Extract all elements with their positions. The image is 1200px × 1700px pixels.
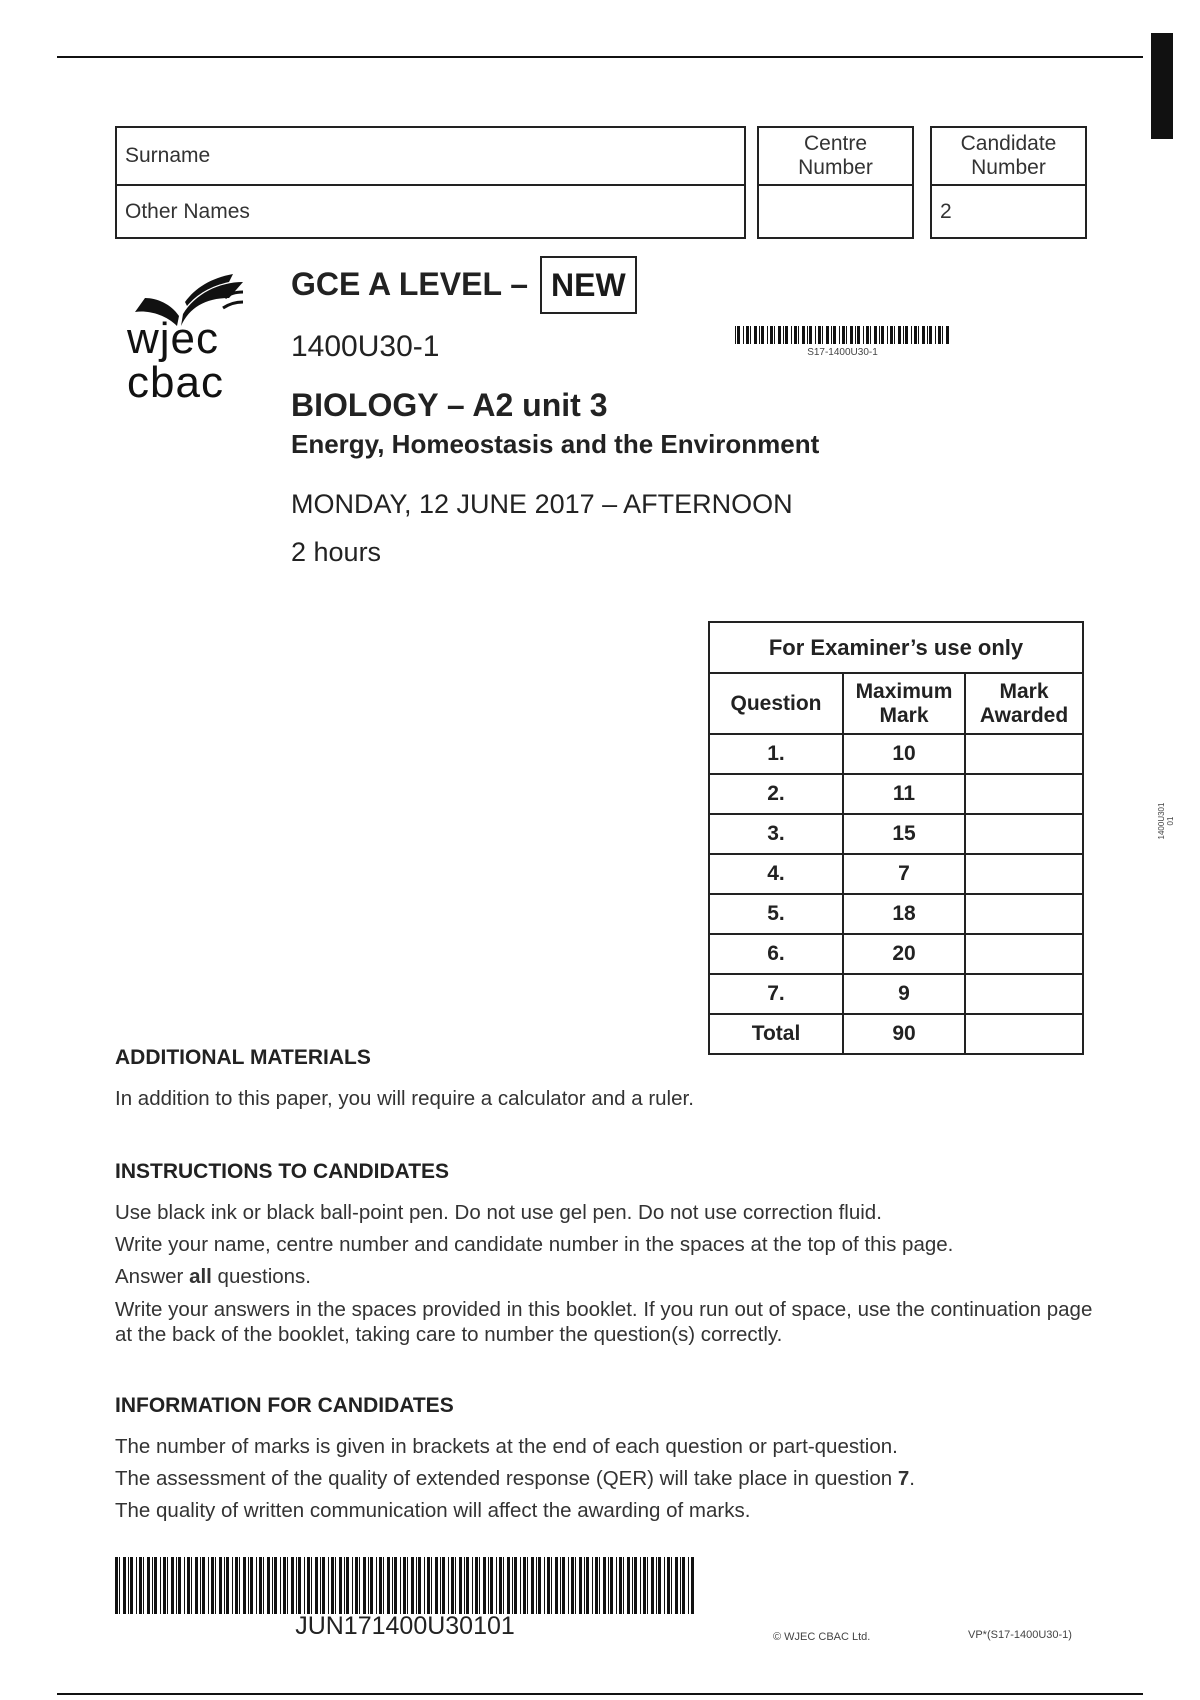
barcode-bar <box>488 1557 489 1614</box>
barcode-bar <box>579 1557 582 1614</box>
barcode-bar <box>298 1557 301 1614</box>
information-line: The quality of written communication will affect the awarding of marks. <box>115 1499 751 1522</box>
barcode-bar <box>754 326 757 344</box>
barcode-bar <box>435 1557 438 1614</box>
barcode-bar <box>914 326 917 344</box>
barcode-bar <box>881 326 884 344</box>
barcode-bar <box>226 1557 229 1614</box>
mark-awarded-cell[interactable] <box>965 974 1083 1014</box>
barcode-bar <box>547 1557 550 1614</box>
mark-awarded-cell[interactable] <box>965 774 1083 814</box>
barcode-bar <box>785 326 788 344</box>
barcode-bar <box>475 1557 478 1614</box>
barcode-bar <box>499 1557 502 1614</box>
barcode-bar <box>664 1557 665 1614</box>
centre-number-field[interactable] <box>758 185 913 238</box>
barcode-bar <box>191 1557 192 1614</box>
barcode-bar <box>575 1557 576 1614</box>
barcode-bar <box>855 326 856 344</box>
max-mark: 11 <box>843 774 965 814</box>
barcode-bar <box>798 326 799 344</box>
total-label: Total <box>709 1014 843 1054</box>
barcode-bar <box>866 326 869 344</box>
barcode-bar <box>363 1557 366 1614</box>
table-row <box>709 934 1083 974</box>
barcode-bar <box>608 1557 609 1614</box>
barcode-bar <box>831 326 832 344</box>
barcode-bar <box>235 1557 238 1614</box>
logo-text-cbac: cbac <box>127 358 224 407</box>
centre-label-line2: Number <box>798 156 873 179</box>
subject-title: BIOLOGY – A2 unit 3 <box>291 387 608 423</box>
barcode-bar <box>346 1557 349 1614</box>
bottom-rule <box>57 1693 1143 1695</box>
exam-duration: 2 hours <box>291 537 382 567</box>
barcode-bar <box>178 1557 181 1614</box>
barcode-bar <box>894 326 895 344</box>
barcode-bar <box>942 326 943 344</box>
barcode-bar <box>459 1557 462 1614</box>
instructions-heading: INSTRUCTIONS TO CANDIDATES <box>115 1160 450 1183</box>
barcode-bar <box>879 326 880 344</box>
question-number: 6. <box>709 934 843 974</box>
instruction-line: Write your answers in the spaces provided in this booklet. If you run out of space, use the continuation page at the back of the booklet, taking care to number the question(s) correctly. <box>115 1298 1093 1346</box>
side-code <box>1150 790 1184 850</box>
barcode-bar <box>887 326 888 344</box>
total-awarded-cell[interactable] <box>965 1014 1083 1054</box>
col-max-header <box>843 673 965 734</box>
information-text <box>115 1431 1105 1527</box>
barcode-bar <box>778 326 781 344</box>
barcode-bar <box>383 1557 384 1614</box>
barcode-bar <box>232 1557 233 1614</box>
barcode-bar <box>568 1557 569 1614</box>
barcode-bar <box>595 1557 598 1614</box>
barcode-bar <box>296 1557 297 1614</box>
barcode-bar <box>634 1557 637 1614</box>
barcode-bar <box>355 1557 358 1614</box>
barcode-bar <box>927 326 928 344</box>
barcode-bar <box>352 1557 353 1614</box>
barcode-bar <box>163 1557 166 1614</box>
barcode-bar <box>807 326 808 344</box>
col-awarded-header <box>965 673 1083 734</box>
barcode-bar <box>857 326 860 344</box>
instruction-line <box>115 1261 1105 1293</box>
barcode-bar <box>523 1557 526 1614</box>
barcode-bar <box>850 326 853 344</box>
barcode-bar <box>400 1557 401 1614</box>
barcode-bar <box>184 1557 185 1614</box>
question-number: 7. <box>709 974 843 1014</box>
table-row <box>709 774 1083 814</box>
barcode-bar <box>176 1557 177 1614</box>
instruction-text: questions. <box>211 1265 312 1288</box>
candidate-number-label <box>931 127 1086 185</box>
barcode-bar <box>929 326 932 344</box>
barcode-bar <box>680 1557 681 1614</box>
barcode-bar <box>822 326 823 344</box>
col-max-line2: Mark <box>879 703 929 727</box>
barcode-bar <box>562 1557 565 1614</box>
barcode-bar <box>746 326 749 344</box>
max-mark: 10 <box>843 734 965 774</box>
barcode-bar <box>267 1557 270 1614</box>
mark-awarded-cell[interactable] <box>965 934 1083 974</box>
barcode-bar <box>774 326 775 344</box>
instructions-text <box>115 1197 1105 1347</box>
question-number: 1. <box>709 734 843 774</box>
barcode-bar <box>507 1557 510 1614</box>
barcode-bar <box>280 1557 281 1614</box>
candidate-number-field[interactable] <box>931 185 1086 238</box>
barcode-bar <box>551 1557 552 1614</box>
barcode-bar <box>250 1557 253 1614</box>
barcode-bar <box>571 1557 574 1614</box>
barcode-bar <box>750 326 751 344</box>
barcode-bar <box>394 1557 397 1614</box>
barcode-bar <box>651 1557 654 1614</box>
max-mark: 7 <box>843 854 965 894</box>
barcode-bar <box>407 1557 408 1614</box>
barcode-bar <box>903 326 904 344</box>
candidate-number-table <box>930 126 1087 239</box>
barcode-bar <box>291 1557 294 1614</box>
barcode-bar <box>215 1557 216 1614</box>
barcode-bar <box>802 326 805 344</box>
barcode-bar <box>682 1557 685 1614</box>
question-number: 3. <box>709 814 843 854</box>
barcode-bar <box>200 1557 201 1614</box>
mark-awarded-cell[interactable] <box>965 854 1083 894</box>
max-mark: 20 <box>843 934 965 974</box>
barcode-bar <box>328 1557 329 1614</box>
barcode-bar <box>211 1557 214 1614</box>
barcode-bar <box>603 1557 606 1614</box>
paper-reference: VP*(S17-1400U30-1) <box>968 1629 1072 1641</box>
barcode-bar <box>154 1557 157 1614</box>
barcode-bar <box>632 1557 633 1614</box>
barcode-bar <box>427 1557 430 1614</box>
barcode-bar <box>442 1557 445 1614</box>
barcode-bar <box>826 326 829 344</box>
candidate-name-table <box>115 126 746 239</box>
barcode-bar <box>416 1557 417 1614</box>
mark-awarded-cell[interactable] <box>965 734 1083 774</box>
main-barcode-label: JUN171400U30101 <box>295 1612 515 1640</box>
barcode-bar <box>344 1557 345 1614</box>
barcode-bar <box>256 1557 257 1614</box>
barcode-bar <box>818 326 821 344</box>
barcode-bar <box>208 1557 209 1614</box>
max-mark: 15 <box>843 814 965 854</box>
barcode-bar <box>512 1557 513 1614</box>
barcode-bar <box>520 1557 521 1614</box>
barcode-bar <box>411 1557 414 1614</box>
barcode-bar <box>592 1557 593 1614</box>
barcode-bar <box>304 1557 305 1614</box>
max-mark: 9 <box>843 974 965 1014</box>
surname-label: Surname <box>125 144 211 167</box>
barcode-bar <box>794 326 797 344</box>
barcode-bar <box>946 326 949 344</box>
col-max-line1: Maximum <box>855 679 953 703</box>
barcode-bar <box>898 326 901 344</box>
barcode-bar <box>783 326 784 344</box>
wjec-logo <box>125 268 250 407</box>
candidate-number-value: 2 <box>940 199 952 223</box>
barcode-bar <box>448 1557 449 1614</box>
information-bold: 7 <box>897 1467 910 1490</box>
barcode-bar <box>370 1557 373 1614</box>
total-max-mark: 90 <box>843 1014 965 1054</box>
examiner-table-title: For Examiner’s use only <box>709 622 1083 673</box>
max-mark: 18 <box>843 894 965 934</box>
other-names-label: Other Names <box>125 199 250 223</box>
centre-label-line1: Centre <box>803 132 868 155</box>
paper-code: 1400U30-1 <box>291 330 440 363</box>
barcode-bar <box>167 1557 168 1614</box>
information-line: The number of marks is given in brackets at the end of each question or part-question. <box>115 1435 898 1458</box>
barcode-bar <box>130 1557 133 1614</box>
barcode-bar <box>619 1557 622 1614</box>
barcode-bar <box>472 1557 473 1614</box>
barcode-bar <box>479 1557 480 1614</box>
barcode-bar <box>418 1557 421 1614</box>
side-code-line2: 01 <box>1166 816 1175 826</box>
barcode-bar <box>147 1557 150 1614</box>
barcode-bar <box>239 1557 240 1614</box>
barcode-bar <box>514 1557 517 1614</box>
barcode-bar <box>536 1557 537 1614</box>
barcode-bar <box>863 326 864 344</box>
barcode-bar <box>688 1557 689 1614</box>
barcode-bar <box>440 1557 441 1614</box>
side-code-line1: 1400U301 <box>1157 802 1166 840</box>
barcode-bar <box>935 326 936 344</box>
barcode-bar <box>544 1557 545 1614</box>
barcode-bar <box>833 326 836 344</box>
barcode-bar <box>287 1557 288 1614</box>
barcode-bar <box>874 326 877 344</box>
barcode-bar <box>123 1557 126 1614</box>
instruction-line: Use black ink or black ball-point pen. Do not use gel pen. Do not use correction fluid. <box>115 1201 882 1224</box>
question-number: 4. <box>709 854 843 894</box>
barcode-bar <box>503 1557 504 1614</box>
candidate-label-line1: Candidate <box>960 132 1057 155</box>
barcode-bar <box>187 1557 190 1614</box>
barcode-bar <box>610 1557 613 1614</box>
information-text-part: The assessment of the quality of extended response (QER) will take place in question <box>115 1467 898 1490</box>
barcode-bar <box>392 1557 393 1614</box>
instruction-text: Answer <box>115 1265 190 1288</box>
barcode-bar <box>496 1557 497 1614</box>
barcode-bar <box>586 1557 589 1614</box>
barcode-bar <box>331 1557 334 1614</box>
barcode-bar <box>320 1557 321 1614</box>
barcode-bar <box>424 1557 425 1614</box>
barcode-bar <box>307 1557 310 1614</box>
barcode-bar <box>870 326 871 344</box>
mark-awarded-cell[interactable] <box>965 894 1083 934</box>
barcode-bar <box>599 1557 600 1614</box>
other-names-field[interactable] <box>116 185 745 238</box>
barcode-bar <box>531 1557 534 1614</box>
barcode-bar <box>464 1557 465 1614</box>
barcode-bar <box>675 1557 678 1614</box>
barcode-bar <box>890 326 893 344</box>
small-barcode-bars <box>735 326 950 344</box>
total-row <box>709 1014 1083 1054</box>
table-row <box>709 894 1083 934</box>
exam-date: MONDAY, 12 JUNE 2017 – AFTERNOON <box>291 489 793 519</box>
barcode-bar <box>922 326 925 344</box>
barcode-bar <box>224 1557 225 1614</box>
barcode-bar <box>761 326 764 344</box>
barcode-bar <box>490 1557 493 1614</box>
col-awarded-line2: Awarded <box>979 703 1069 727</box>
logo-text-wjec: wjec <box>127 314 220 363</box>
col-awarded-line1: Mark <box>999 679 1049 703</box>
main-barcode-bars <box>115 1557 695 1614</box>
barcode-bar <box>671 1557 672 1614</box>
barcode-bar <box>791 326 792 344</box>
barcode-bar <box>743 326 744 344</box>
table-row <box>709 974 1083 1014</box>
information-text-part: . <box>909 1467 915 1490</box>
barcode-bar <box>584 1557 585 1614</box>
barcode-bar <box>691 1557 694 1614</box>
instruction-line: Write your name, centre number and candidate number in the spaces at the top of this page. <box>115 1233 954 1256</box>
small-barcode <box>735 326 950 356</box>
barcode-bar <box>527 1557 528 1614</box>
barcode-bar <box>767 326 768 344</box>
barcode-bar <box>219 1557 222 1614</box>
barcode-bar <box>376 1557 377 1614</box>
examiner-marks-table <box>708 621 1084 1055</box>
barcode-bar <box>455 1557 456 1614</box>
barcode-bar <box>136 1557 137 1614</box>
table-row <box>709 854 1083 894</box>
barcode-bar <box>115 1557 118 1614</box>
barcode-bar <box>911 326 912 344</box>
barcode-bar <box>737 326 740 344</box>
barcode-bar <box>315 1557 318 1614</box>
barcode-bar <box>143 1557 144 1614</box>
mark-awarded-cell[interactable] <box>965 814 1083 854</box>
question-number: 2. <box>709 774 843 814</box>
additional-materials-text: In addition to this paper, you will require a calculator and a ruler. <box>115 1087 694 1110</box>
barcode-bar <box>647 1557 648 1614</box>
barcode-bar <box>283 1557 286 1614</box>
new-badge: NEW <box>540 256 637 314</box>
surname-field[interactable] <box>116 127 745 185</box>
barcode-bar <box>139 1557 142 1614</box>
table-row <box>709 734 1083 774</box>
barcode-bar <box>918 326 919 344</box>
barcode-bar <box>451 1557 454 1614</box>
barcode-bar <box>128 1557 129 1614</box>
barcode-bar <box>623 1557 624 1614</box>
barcode-bar <box>815 326 816 344</box>
barcode-bar <box>656 1557 657 1614</box>
barcode-bar <box>627 1557 630 1614</box>
barcode-bar <box>368 1557 369 1614</box>
barcode-bar <box>119 1557 120 1614</box>
barcode-bar <box>359 1557 360 1614</box>
barcode-bar <box>483 1557 486 1614</box>
barcode-bar <box>643 1557 646 1614</box>
barcode-bar <box>171 1557 174 1614</box>
barcode-bar <box>640 1557 641 1614</box>
barcode-bar <box>274 1557 277 1614</box>
barcode-bar <box>195 1557 198 1614</box>
barcode-bar <box>735 326 736 344</box>
barcode-bar <box>938 326 941 344</box>
barcode-bar <box>538 1557 541 1614</box>
barcode-bar <box>667 1557 670 1614</box>
barcode-bar <box>259 1557 262 1614</box>
main-barcode <box>115 1557 695 1647</box>
information-heading: INFORMATION FOR CANDIDATES <box>115 1394 454 1417</box>
barcode-bar <box>335 1557 336 1614</box>
centre-number-label <box>758 127 913 185</box>
barcode-bar <box>560 1557 561 1614</box>
barcode-bar <box>272 1557 273 1614</box>
barcode-bar <box>809 326 812 344</box>
barcode-bar <box>263 1557 264 1614</box>
barcode-bar <box>152 1557 153 1614</box>
barcode-bar <box>311 1557 312 1614</box>
barcode-bar <box>243 1557 246 1614</box>
barcode-bar <box>248 1557 249 1614</box>
centre-number-table <box>757 126 914 239</box>
table-row <box>709 814 1083 854</box>
question-number: 5. <box>709 894 843 934</box>
barcode-bar <box>616 1557 617 1614</box>
barcode-bar <box>839 326 840 344</box>
small-barcode-label: S17-1400U30-1 <box>807 347 878 358</box>
col-question-header: Question <box>709 673 843 734</box>
qualification-level: GCE A LEVEL – <box>291 266 529 302</box>
barcode-bar <box>160 1557 161 1614</box>
barcode-bar <box>403 1557 406 1614</box>
top-rule <box>57 56 1143 58</box>
barcode-bar <box>770 326 773 344</box>
edge-mark <box>1151 33 1173 139</box>
barcode-bar <box>846 326 847 344</box>
barcode-bar <box>555 1557 558 1614</box>
unit-subtitle: Energy, Homeostasis and the Environment <box>291 429 820 459</box>
barcode-bar <box>379 1557 382 1614</box>
barcode-bar <box>905 326 908 344</box>
additional-materials-heading: ADDITIONAL MATERIALS <box>115 1046 371 1069</box>
barcode-bar <box>202 1557 205 1614</box>
barcode-bar <box>322 1557 325 1614</box>
barcode-bar <box>431 1557 432 1614</box>
barcode-bar <box>387 1557 390 1614</box>
barcode-bar <box>339 1557 342 1614</box>
copyright-notice: © WJEC CBAC Ltd. <box>773 1631 871 1643</box>
information-line <box>115 1463 1105 1495</box>
barcode-bar <box>842 326 845 344</box>
barcode-bar <box>466 1557 469 1614</box>
barcode-bar <box>759 326 760 344</box>
candidate-label-line2: Number <box>971 156 1046 179</box>
barcode-bar <box>658 1557 661 1614</box>
instruction-bold: all <box>189 1265 212 1288</box>
